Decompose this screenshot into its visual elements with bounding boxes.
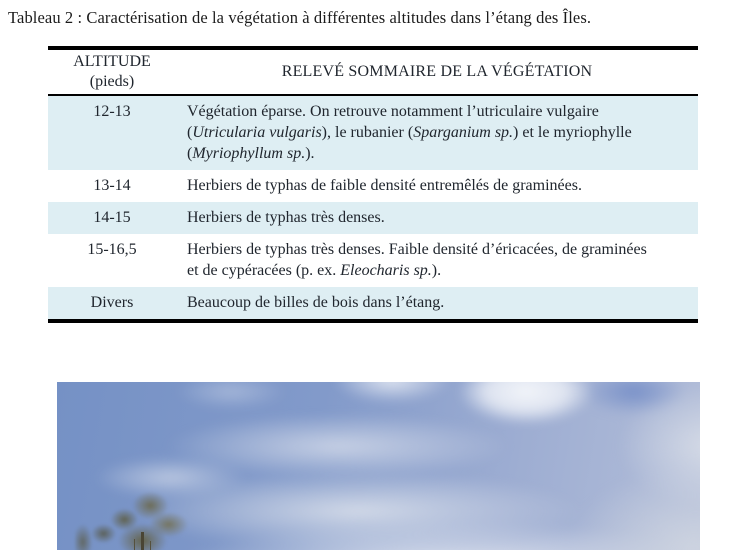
species-name: Sparganium sp. <box>413 124 514 141</box>
description-text: ) et le myriophylle ( <box>187 124 632 162</box>
description-cell <box>176 287 698 319</box>
tree-trunk <box>141 532 144 550</box>
table-caption: Tableau 2 : Caractérisation de la végétation à différentes altitudes dans l’étang des Îles. <box>8 8 592 27</box>
description-text: Herbiers de typhas de faible densité entremêlés de graminées. <box>187 177 582 194</box>
description-cell <box>176 170 698 202</box>
description-cell <box>176 234 698 287</box>
description-text: Herbiers de typhas très denses. Faible densité d’éricacées, de graminées et de cypéracées (p. ex. <box>187 241 647 279</box>
table-row <box>48 234 698 287</box>
landscape-photo <box>57 382 700 550</box>
description-text: Herbiers de typhas très denses. <box>187 209 385 226</box>
altitude-cell: 13-14 <box>93 177 131 194</box>
table-body <box>48 96 698 319</box>
description-cell <box>176 202 698 234</box>
description-text: ), le rubanier ( <box>321 124 414 141</box>
species-name: Utricularia vulgaris <box>192 124 322 141</box>
species-name: Eleocharis sp. <box>340 262 432 279</box>
table-row <box>48 170 698 202</box>
tree-image <box>75 486 205 550</box>
releve-header: RELEVÉ SOMMAIRE DE LA VÉGÉTATION <box>281 63 593 80</box>
table-row <box>48 287 698 319</box>
vegetation-table <box>48 46 698 323</box>
altitude-cell: Divers <box>90 294 134 311</box>
table-row <box>48 202 698 234</box>
tree-foliage <box>75 486 205 550</box>
table-header-row <box>48 50 698 96</box>
altitude-cell: 15-16,5 <box>87 241 137 258</box>
altitude-cell: 14-15 <box>93 209 131 226</box>
altitude-header-line1: ALTITUDE <box>73 53 151 70</box>
description-text: ). <box>431 262 442 279</box>
description-cell <box>176 96 698 170</box>
species-name: Myriophyllum sp. <box>192 145 306 162</box>
description-text: Beaucoup de billes de bois dans l’étang. <box>187 294 445 311</box>
altitude-header-line2: (pieds) <box>89 73 135 90</box>
altitude-header <box>48 51 176 93</box>
description-text: ). <box>305 145 315 162</box>
description-text: Végétation éparse. On retrouve notamment l’utriculaire vulgaire ( <box>187 103 599 141</box>
table-row <box>48 96 698 170</box>
altitude-cell: 12-13 <box>93 103 131 120</box>
